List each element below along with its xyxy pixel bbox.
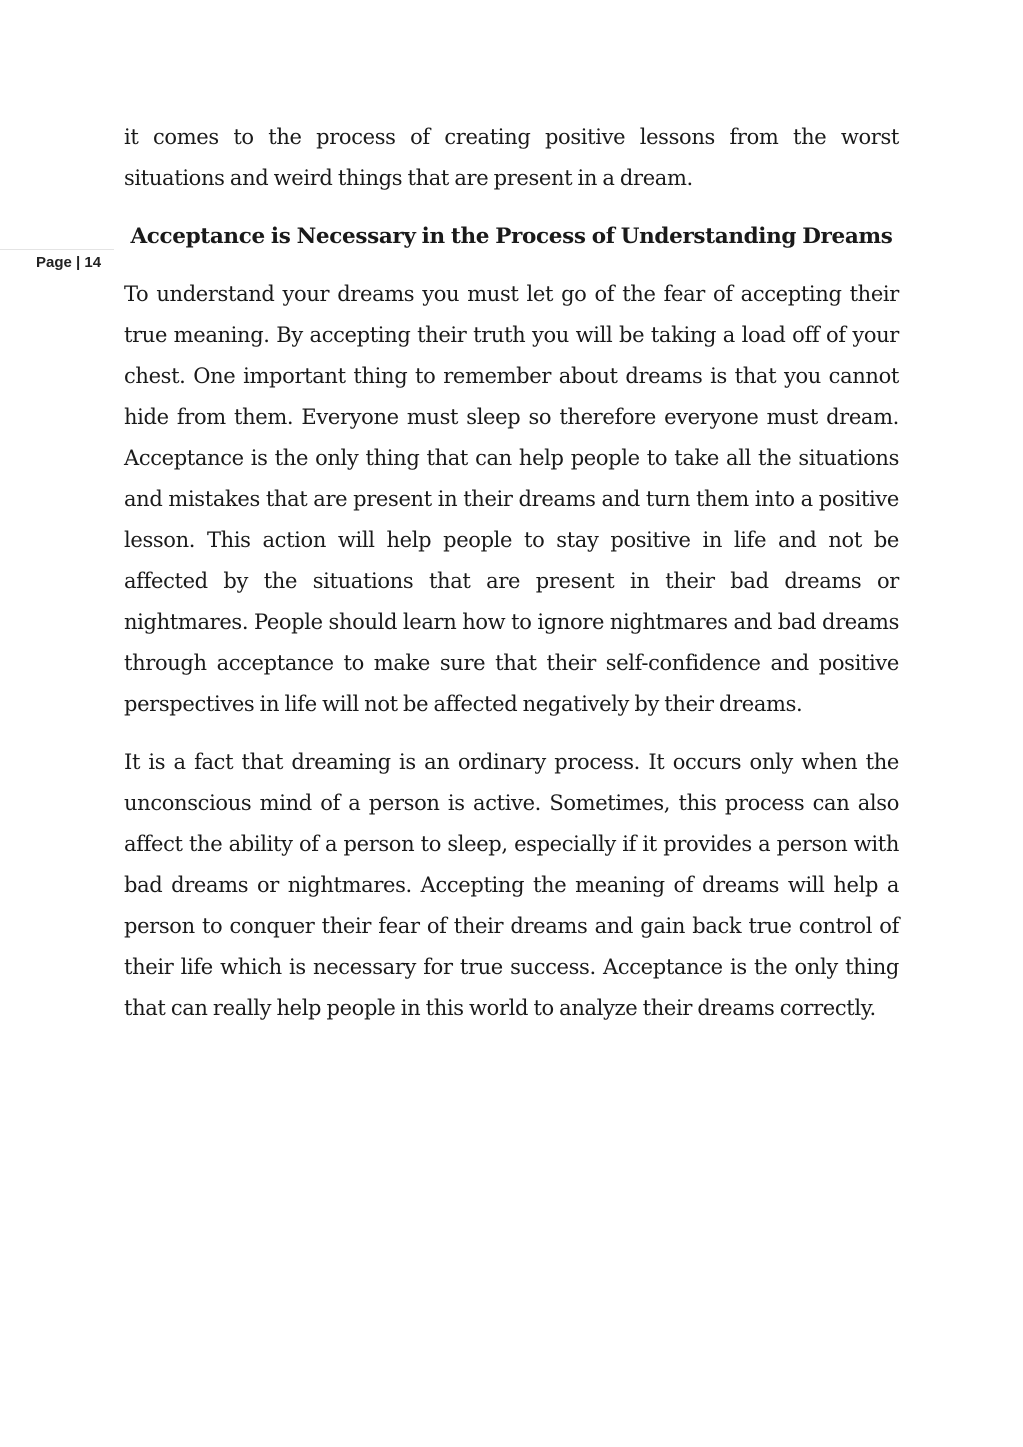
body-paragraph-2: It is a fact that dreaming is an ordinary process. It occurs only when the unconscious mind of a person is active. Sometimes, this process can also affect the ability of a person to sleep, especially if it provides a person with bad dreams or nightmares. Accepting the meaning of dreams will help a person to conquer their fear of their dreams and gain back true control of their life which is necessary for true success. Acceptance is the only thing that can really help people in this world to analyze their dreams correctly.	[124, 750, 899, 1020]
page-number-rule	[0, 249, 114, 250]
continued-paragraph: it comes to the process of creating positive lessons from the worst situations and weird things that are present in a dream.	[124, 125, 899, 190]
page-content	[124, 117, 899, 1046]
body-paragraph-1: To understand your dreams you must let go of the fear of accepting their true meaning. By accepting their truth you will be taking a load off of your chest. One important thing to remember about dreams is that you cannot hide from them. Everyone must sleep so therefore everyone must dream. Acceptance is the only thing that can help people to take all the situations and mistakes that are present in their dreams and turn them into a positive lesson. This action will help people to stay positive in life and not be affected by the situations that are present in their bad dreams or nightmares. People should learn how to ignore nightmares and bad dreams through acceptance to make sure that their self-confidence and positive perspectives in life will not be affected negatively by their dreams.	[124, 282, 899, 716]
page-number: Page | 14	[36, 254, 102, 271]
section-heading: Acceptance is Necessary in the Process of Understanding Dreams	[130, 224, 893, 249]
